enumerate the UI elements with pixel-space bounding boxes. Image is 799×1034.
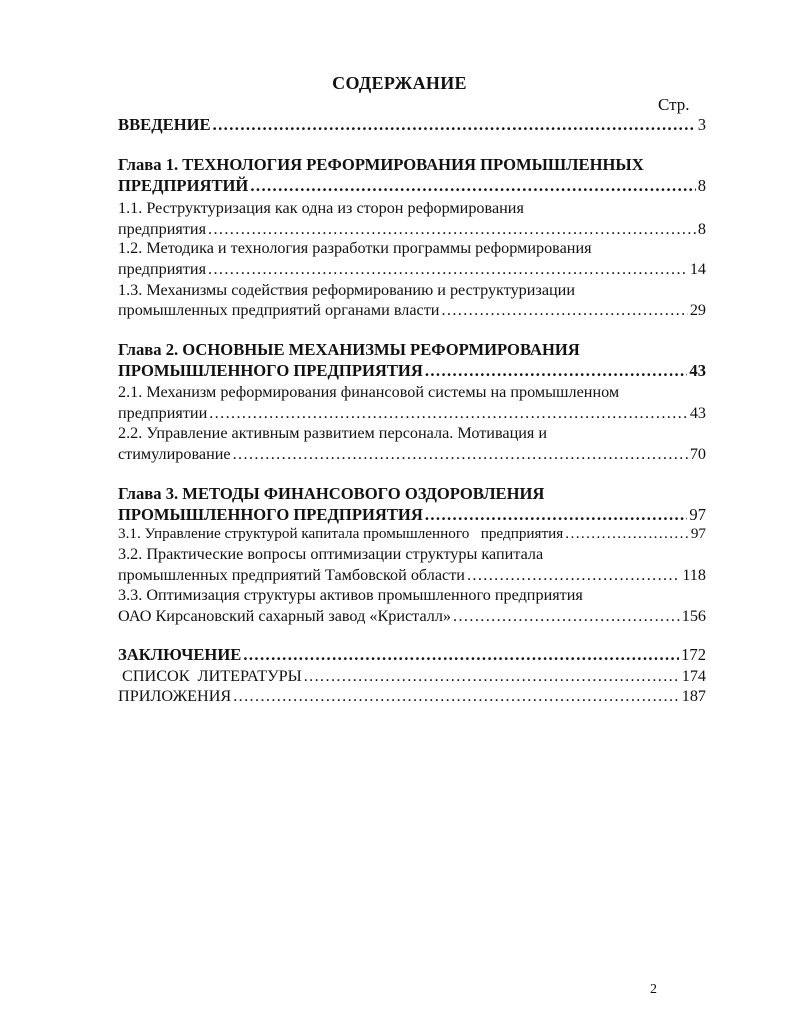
toc-page-number: 156 [681,607,706,625]
toc-entry-label: стимулирование [118,445,231,463]
toc-section-3-2-title[interactable]: 3.2. Практические вопросы оптимизации структуры капитала [118,545,544,563]
dot-leader [304,666,680,686]
toc-entry-label: ПРИЛОЖЕНИЯ [118,687,232,705]
dot-leader [441,300,687,320]
toc-entry-conclusion[interactable] [118,645,706,665]
toc-entry-label: предприятии [118,404,208,422]
dot-leader [208,219,696,239]
toc-section-1-1-title[interactable]: 1.1. Реструктуризация как одна из сторон реформирования [118,199,524,217]
toc-page-number: 70 [689,445,706,463]
dot-leader [453,606,680,626]
toc-entry-chapter-2[interactable] [118,361,706,381]
dot-leader [213,115,696,135]
dot-leader [208,259,688,279]
dot-leader [243,645,679,665]
toc-chapter-1-title[interactable]: Глава 1. ТЕХНОЛОГИЯ РЕФОРМИРОВАНИЯ ПРОМЫШЛЕННЫХ [118,155,644,174]
toc-section-1-2-title[interactable]: 1.2. Методика и технология разработки программы реформирования [118,239,592,257]
toc-page-number: 97 [689,505,706,524]
toc-page-number: 97 [690,525,706,542]
dot-leader [467,565,680,585]
dot-leader [250,176,695,196]
toc-page-number: 8 [697,220,706,238]
toc-page-number: 29 [689,301,706,319]
toc-entry-label: СПИСОК ЛИТЕРАТУРЫ [118,667,302,685]
toc-entry-section-3-1[interactable] [118,524,706,544]
toc-section-3-3-title[interactable]: 3.3. Оптимизация структуры активов промышленного предприятия [118,586,583,604]
toc-page-number: 187 [681,687,706,705]
toc-section-2-2-title[interactable]: 2.2. Управление активным развитием персонала. Мотивация и [118,424,548,442]
toc-entry-label: промышленных предприятий органами власти [118,301,440,319]
page-title: СОДЕРЖАНИЕ [332,73,467,93]
dot-leader [565,524,689,544]
dot-leader [425,505,688,525]
toc-entry-chapter-3[interactable] [118,505,706,525]
toc-page-number: 8 [697,176,706,195]
toc-entry-label: ПРОМЫШЛЕННОГО ПРЕДПРИЯТИЯ [118,505,423,524]
toc-entry-section-2-1[interactable] [118,403,706,423]
toc-entry-references[interactable] [118,666,706,686]
dot-leader [425,361,688,381]
toc-entry-intro[interactable] [118,115,706,135]
toc-page-number: 174 [681,667,706,685]
toc-entry-section-3-3[interactable] [118,606,706,626]
toc-entry-label: ВВЕДЕНИЕ [118,115,211,134]
toc-entry-label: ЗАКЛЮЧЕНИЕ [118,645,242,664]
toc-entry-section-2-2[interactable] [118,444,706,464]
toc-page-number: 43 [689,404,706,422]
toc-page-number: 3 [697,115,706,134]
toc-entry-label: предприятия [118,260,207,278]
toc-entry-chapter-1[interactable] [118,176,706,196]
page-number: 2 [650,982,657,997]
toc-entry-label: 3.1. Управление структурой капитала промышленного предприятия [118,525,564,542]
page-column-label: Стр. [658,95,690,114]
toc-chapter-2-title[interactable]: Глава 2. ОСНОВНЫЕ МЕХАНИЗМЫ РЕФОРМИРОВАНИЯ [118,340,580,359]
toc-page-number: 172 [681,645,706,664]
toc-entry-section-3-2[interactable] [118,565,706,585]
toc-page-number: 43 [689,361,706,380]
toc-entry-label: предприятия [118,220,207,238]
toc-entry-label: ПРОМЫШЛЕННОГО ПРЕДПРИЯТИЯ [118,361,423,380]
toc-entry-label: промышленных предприятий Тамбовской области [118,566,465,584]
toc-entry-section-1-2[interactable] [118,259,706,279]
toc-entry-appendix[interactable] [118,686,706,706]
toc-entry-label: ПРЕДПРИЯТИЙ [118,176,249,195]
toc-page-number: 14 [689,260,706,278]
toc-entry-label: ОАО Кирсановский сахарный завод «Кристалл» [118,607,452,625]
dot-leader [209,403,688,423]
toc-page-number: 118 [682,566,706,584]
toc-chapter-3-title[interactable]: Глава 3. МЕТОДЫ ФИНАНСОВОГО ОЗДОРОВЛЕНИЯ [118,484,545,503]
dot-leader [233,444,688,464]
toc-section-2-1-title[interactable]: 2.1. Механизм реформирования финансовой системы на промышленном [118,383,620,401]
toc-entry-section-1-1[interactable] [118,219,706,239]
toc-entry-section-1-3[interactable] [118,300,706,320]
dot-leader [233,686,680,706]
toc-section-1-3-title[interactable]: 1.3. Механизмы содействия реформированию и реструктуризации [118,281,575,299]
